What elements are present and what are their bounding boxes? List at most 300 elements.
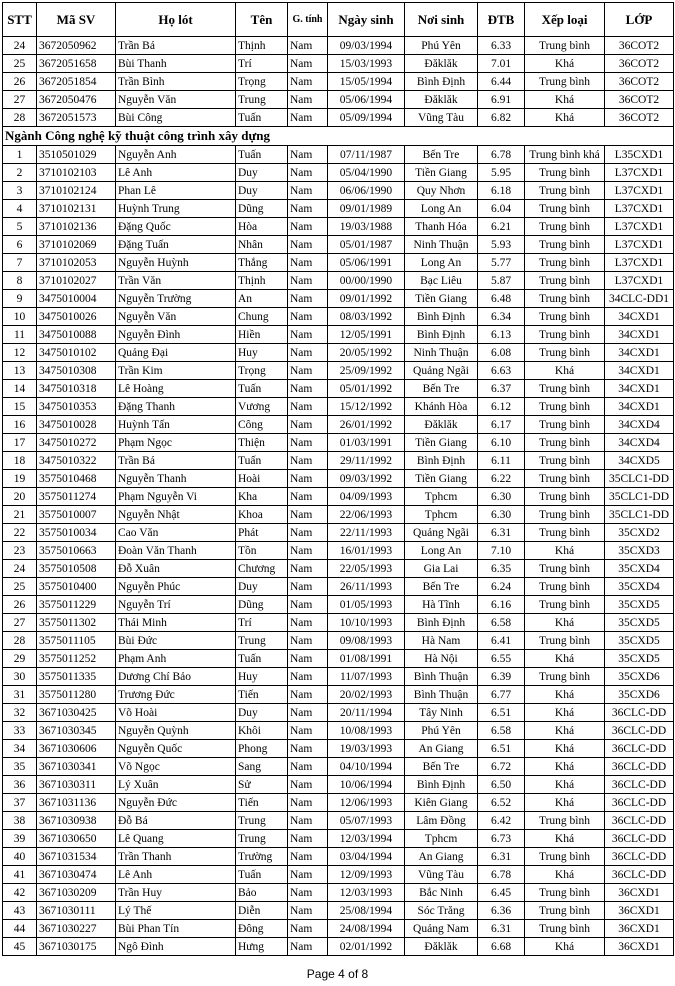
cell-class: 36COT2 bbox=[605, 109, 674, 127]
table-row bbox=[3, 902, 674, 920]
cell-birth-date: 15/12/1992 bbox=[328, 398, 405, 416]
cell-given-name: Diễn bbox=[236, 902, 288, 920]
cell-surname: Huỳnh Trung bbox=[116, 200, 236, 218]
cell-class: L37CXD1 bbox=[605, 164, 674, 182]
cell-given-name: Thịnh bbox=[236, 272, 288, 290]
cell-student-id: 3671030606 bbox=[37, 740, 116, 758]
cell-surname: Ngô Đình bbox=[116, 938, 236, 956]
cell-student-id: 3475010322 bbox=[37, 452, 116, 470]
cell-class: 36CLC-DD bbox=[605, 848, 674, 866]
cell-gender: Nam bbox=[288, 722, 328, 740]
cell-ranking: Trung bình bbox=[525, 812, 605, 830]
cell-gpa: 5.87 bbox=[478, 272, 525, 290]
cell-surname: Đặng Tuấn bbox=[116, 236, 236, 254]
table-row bbox=[3, 632, 674, 650]
cell-given-name: Trí bbox=[236, 55, 288, 73]
table-row bbox=[3, 470, 674, 488]
cell-given-name: Hoài bbox=[236, 470, 288, 488]
cell-gpa: 6.72 bbox=[478, 758, 525, 776]
cell-gpa: 6.39 bbox=[478, 668, 525, 686]
cell-birth-date: 15/03/1993 bbox=[328, 55, 405, 73]
table-row bbox=[3, 812, 674, 830]
cell-given-name: Trung bbox=[236, 632, 288, 650]
cell-stt: 26 bbox=[3, 73, 37, 91]
cell-gpa: 6.04 bbox=[478, 200, 525, 218]
cell-surname: Đặng Quốc bbox=[116, 218, 236, 236]
cell-gpa: 6.24 bbox=[478, 578, 525, 596]
cell-surname: Lê Quang bbox=[116, 830, 236, 848]
cell-stt: 39 bbox=[3, 830, 37, 848]
cell-student-id: 3710102124 bbox=[37, 182, 116, 200]
cell-given-name: Tồn bbox=[236, 542, 288, 560]
cell-class: 34CXD4 bbox=[605, 416, 674, 434]
cell-stt: 27 bbox=[3, 91, 37, 109]
cell-given-name: Dũng bbox=[236, 596, 288, 614]
cell-ranking: Khá bbox=[525, 794, 605, 812]
cell-gpa: 6.22 bbox=[478, 470, 525, 488]
cell-class: 36CLC-DD bbox=[605, 758, 674, 776]
cell-ranking: Trung bình bbox=[525, 182, 605, 200]
cell-student-id: 3575011229 bbox=[37, 596, 116, 614]
cell-surname: Nguyễn Phúc bbox=[116, 578, 236, 596]
cell-gpa: 6.77 bbox=[478, 686, 525, 704]
cell-gpa: 6.34 bbox=[478, 308, 525, 326]
cell-given-name: Trọng bbox=[236, 362, 288, 380]
col-header-birth-date: Ngày sinh bbox=[328, 3, 405, 37]
cell-ranking: Trung bình bbox=[525, 218, 605, 236]
cell-surname: Phan Lê bbox=[116, 182, 236, 200]
cell-given-name: Trường bbox=[236, 848, 288, 866]
cell-gender: Nam bbox=[288, 794, 328, 812]
cell-ranking: Trung bình bbox=[525, 416, 605, 434]
cell-student-id: 3475010028 bbox=[37, 416, 116, 434]
cell-gpa: 6.55 bbox=[478, 650, 525, 668]
cell-birth-place: Quảng Ngãi bbox=[405, 524, 478, 542]
table-row bbox=[3, 830, 674, 848]
table-row bbox=[3, 650, 674, 668]
cell-student-id: 3671030341 bbox=[37, 758, 116, 776]
cell-birth-place: Khánh Hòa bbox=[405, 398, 478, 416]
cell-ranking: Khá bbox=[525, 830, 605, 848]
cell-birth-place: Hà Nam bbox=[405, 632, 478, 650]
cell-ranking: Trung bình bbox=[525, 632, 605, 650]
cell-birth-date: 24/08/1994 bbox=[328, 920, 405, 938]
cell-birth-date: 02/01/1992 bbox=[328, 938, 405, 956]
table-row bbox=[3, 704, 674, 722]
cell-given-name: Thắng bbox=[236, 254, 288, 272]
cell-ranking: Khá bbox=[525, 866, 605, 884]
cell-stt: 16 bbox=[3, 416, 37, 434]
cell-given-name: Hòa bbox=[236, 218, 288, 236]
cell-surname: Bùi Đức bbox=[116, 632, 236, 650]
cell-class: 35CXD2 bbox=[605, 524, 674, 542]
cell-class: L37CXD1 bbox=[605, 218, 674, 236]
cell-birth-date: 03/04/1994 bbox=[328, 848, 405, 866]
cell-class: 34CXD1 bbox=[605, 308, 674, 326]
cell-stt: 26 bbox=[3, 596, 37, 614]
cell-gpa: 6.68 bbox=[478, 938, 525, 956]
cell-gpa: 6.78 bbox=[478, 146, 525, 164]
cell-ranking: Khá bbox=[525, 686, 605, 704]
cell-ranking: Trung bình bbox=[525, 902, 605, 920]
cell-birth-date: 15/05/1994 bbox=[328, 73, 405, 91]
cell-gender: Nam bbox=[288, 344, 328, 362]
cell-birth-place: Quảng Nam bbox=[405, 920, 478, 938]
cell-student-id: 3475010026 bbox=[37, 308, 116, 326]
cell-class: 34CXD4 bbox=[605, 434, 674, 452]
cell-birth-place: Bạc Liêu bbox=[405, 272, 478, 290]
cell-birth-date: 19/03/1993 bbox=[328, 740, 405, 758]
cell-birth-place: Đăklăk bbox=[405, 938, 478, 956]
cell-surname: Nguyễn Quốc bbox=[116, 740, 236, 758]
cell-ranking: Trung bình khá bbox=[525, 146, 605, 164]
cell-gender: Nam bbox=[288, 272, 328, 290]
cell-given-name: Tuấn bbox=[236, 866, 288, 884]
cell-class: 35CLC1-DD bbox=[605, 470, 674, 488]
cell-student-id: 3575011302 bbox=[37, 614, 116, 632]
cell-given-name: Chương bbox=[236, 560, 288, 578]
cell-gpa: 6.63 bbox=[478, 362, 525, 380]
cell-student-id: 3671030175 bbox=[37, 938, 116, 956]
cell-birth-date: 16/01/1993 bbox=[328, 542, 405, 560]
table-row bbox=[3, 758, 674, 776]
cell-birth-place: An Giang bbox=[405, 848, 478, 866]
cell-birth-date: 09/01/1989 bbox=[328, 200, 405, 218]
cell-given-name: Tuấn bbox=[236, 650, 288, 668]
cell-gpa: 6.13 bbox=[478, 326, 525, 344]
table-row bbox=[3, 290, 674, 308]
table-row bbox=[3, 848, 674, 866]
cell-class: 35CXD4 bbox=[605, 560, 674, 578]
cell-birth-date: 09/03/1992 bbox=[328, 470, 405, 488]
cell-given-name: Duy bbox=[236, 578, 288, 596]
cell-given-name: Khôi bbox=[236, 722, 288, 740]
cell-surname: Đỗ Bá bbox=[116, 812, 236, 830]
cell-student-id: 3575011280 bbox=[37, 686, 116, 704]
cell-class: 34CXD5 bbox=[605, 452, 674, 470]
table-row bbox=[3, 272, 674, 290]
cell-class: 34CLC-DD1 bbox=[605, 290, 674, 308]
cell-gpa: 6.82 bbox=[478, 109, 525, 127]
cell-stt: 19 bbox=[3, 470, 37, 488]
cell-given-name: Hưng bbox=[236, 938, 288, 956]
cell-birth-date: 12/06/1993 bbox=[328, 794, 405, 812]
cell-birth-place: Hà Tĩnh bbox=[405, 596, 478, 614]
cell-stt: 42 bbox=[3, 884, 37, 902]
cell-given-name: Phát bbox=[236, 524, 288, 542]
cell-given-name: Thịnh bbox=[236, 37, 288, 55]
cell-stt: 45 bbox=[3, 938, 37, 956]
cell-class: 35CXD5 bbox=[605, 650, 674, 668]
cell-surname: Nguyễn Trí bbox=[116, 596, 236, 614]
cell-given-name: Vương bbox=[236, 398, 288, 416]
cell-given-name: Trọng bbox=[236, 73, 288, 91]
cell-given-name: Bảo bbox=[236, 884, 288, 902]
table-row bbox=[3, 668, 674, 686]
cell-gender: Nam bbox=[288, 37, 328, 55]
cell-birth-date: 12/05/1991 bbox=[328, 326, 405, 344]
cell-birth-place: Gia Lai bbox=[405, 560, 478, 578]
cell-birth-date: 25/09/1992 bbox=[328, 362, 405, 380]
cell-birth-place: An Giang bbox=[405, 740, 478, 758]
cell-gpa: 6.52 bbox=[478, 794, 525, 812]
cell-stt: 6 bbox=[3, 236, 37, 254]
table-row bbox=[3, 452, 674, 470]
cell-surname: Võ Ngọc bbox=[116, 758, 236, 776]
cell-surname: Trần Bình bbox=[116, 73, 236, 91]
cell-given-name: Sử bbox=[236, 776, 288, 794]
cell-surname: Nguyễn Anh bbox=[116, 146, 236, 164]
cell-ranking: Trung bình bbox=[525, 452, 605, 470]
cell-gender: Nam bbox=[288, 686, 328, 704]
cell-stt: 1 bbox=[3, 146, 37, 164]
cell-stt: 12 bbox=[3, 344, 37, 362]
cell-student-id: 3710102131 bbox=[37, 200, 116, 218]
cell-gpa: 6.36 bbox=[478, 902, 525, 920]
cell-gender: Nam bbox=[288, 55, 328, 73]
cell-gender: Nam bbox=[288, 884, 328, 902]
cell-ranking: Trung bình bbox=[525, 668, 605, 686]
cell-ranking: Khá bbox=[525, 91, 605, 109]
cell-student-id: 3671031136 bbox=[37, 794, 116, 812]
cell-student-id: 3671030345 bbox=[37, 722, 116, 740]
cell-class: 35CLC1-DD bbox=[605, 506, 674, 524]
cell-stt: 28 bbox=[3, 109, 37, 127]
cell-birth-place: Tiền Giang bbox=[405, 164, 478, 182]
cell-gender: Nam bbox=[288, 848, 328, 866]
table-row bbox=[3, 560, 674, 578]
cell-class: 36CXD1 bbox=[605, 938, 674, 956]
section-body bbox=[3, 127, 674, 146]
cell-student-id: 3672051573 bbox=[37, 109, 116, 127]
table-row bbox=[3, 398, 674, 416]
cell-gpa: 6.31 bbox=[478, 920, 525, 938]
page-footer: Page 4 of 8 bbox=[306, 967, 369, 981]
cell-stt: 28 bbox=[3, 632, 37, 650]
cell-class: 36COT2 bbox=[605, 55, 674, 73]
cell-ranking: Khá bbox=[525, 704, 605, 722]
cell-given-name: An bbox=[236, 290, 288, 308]
cell-gender: Nam bbox=[288, 434, 328, 452]
cell-gender: Nam bbox=[288, 758, 328, 776]
cell-student-id: 3475010272 bbox=[37, 434, 116, 452]
cell-birth-date: 01/08/1991 bbox=[328, 650, 405, 668]
table-row bbox=[3, 416, 674, 434]
cell-birth-date: 20/02/1993 bbox=[328, 686, 405, 704]
cell-birth-date: 12/03/1993 bbox=[328, 884, 405, 902]
col-header-surname: Họ lót bbox=[116, 3, 236, 37]
cell-surname: Bùi Công bbox=[116, 109, 236, 127]
cell-student-id: 3672050962 bbox=[37, 37, 116, 55]
cell-surname: Trần Huy bbox=[116, 884, 236, 902]
cell-birth-place: Bắc Ninh bbox=[405, 884, 478, 902]
cell-birth-place: Tây Ninh bbox=[405, 704, 478, 722]
cell-given-name: Dũng bbox=[236, 200, 288, 218]
cell-ranking: Trung bình bbox=[525, 560, 605, 578]
cell-gpa: 5.93 bbox=[478, 236, 525, 254]
cell-ranking: Trung bình bbox=[525, 488, 605, 506]
cell-surname: Bùi Phan Tín bbox=[116, 920, 236, 938]
cell-student-id: 3710102136 bbox=[37, 218, 116, 236]
cell-gender: Nam bbox=[288, 776, 328, 794]
cell-ranking: Trung bình bbox=[525, 920, 605, 938]
cell-birth-place: Quy Nhơn bbox=[405, 182, 478, 200]
cell-given-name: Trí bbox=[236, 614, 288, 632]
cell-given-name: Thiện bbox=[236, 434, 288, 452]
table-row bbox=[3, 362, 674, 380]
cell-class: 36CLC-DD bbox=[605, 722, 674, 740]
table-row bbox=[3, 182, 674, 200]
cell-gpa: 6.21 bbox=[478, 218, 525, 236]
cell-given-name: Trung bbox=[236, 812, 288, 830]
cell-gender: Nam bbox=[288, 920, 328, 938]
cell-birth-date: 12/03/1994 bbox=[328, 830, 405, 848]
cell-given-name: Duy bbox=[236, 182, 288, 200]
cell-birth-place: Tphcm bbox=[405, 506, 478, 524]
cell-surname: Phạm Anh bbox=[116, 650, 236, 668]
cell-class: 36CLC-DD bbox=[605, 776, 674, 794]
cell-ranking: Khá bbox=[525, 758, 605, 776]
table-row bbox=[3, 91, 674, 109]
cell-given-name: Sang bbox=[236, 758, 288, 776]
cell-gender: Nam bbox=[288, 488, 328, 506]
cell-gender: Nam bbox=[288, 236, 328, 254]
cell-birth-place: Bến Tre bbox=[405, 758, 478, 776]
cell-student-id: 3671030474 bbox=[37, 866, 116, 884]
cell-stt: 29 bbox=[3, 650, 37, 668]
cell-class: 34CXD1 bbox=[605, 326, 674, 344]
cell-birth-date: 05/07/1993 bbox=[328, 812, 405, 830]
cell-gender: Nam bbox=[288, 650, 328, 668]
cell-ranking: Trung bình bbox=[525, 308, 605, 326]
cell-class: 35CXD6 bbox=[605, 668, 674, 686]
cell-surname: Võ Hoài bbox=[116, 704, 236, 722]
cell-birth-place: Sóc Trăng bbox=[405, 902, 478, 920]
table-row bbox=[3, 37, 674, 55]
cell-stt: 11 bbox=[3, 326, 37, 344]
cell-birth-place: Bến Tre bbox=[405, 146, 478, 164]
cell-ranking: Trung bình bbox=[525, 470, 605, 488]
cell-given-name: Duy bbox=[236, 164, 288, 182]
cell-gender: Nam bbox=[288, 398, 328, 416]
cell-student-id: 3710102069 bbox=[37, 236, 116, 254]
cell-stt: 31 bbox=[3, 686, 37, 704]
cell-surname: Lý Xuân bbox=[116, 776, 236, 794]
cell-surname: Nguyễn Văn bbox=[116, 91, 236, 109]
cell-ranking: Trung bình bbox=[525, 884, 605, 902]
cell-gpa: 6.17 bbox=[478, 416, 525, 434]
cell-class: 36CXD1 bbox=[605, 884, 674, 902]
cell-student-id: 3575010034 bbox=[37, 524, 116, 542]
cell-birth-place: Bình Định bbox=[405, 308, 478, 326]
cell-ranking: Trung bình bbox=[525, 596, 605, 614]
cell-birth-date: 05/04/1990 bbox=[328, 164, 405, 182]
cell-stt: 4 bbox=[3, 200, 37, 218]
cell-student-id: 3575010468 bbox=[37, 470, 116, 488]
cell-stt: 37 bbox=[3, 794, 37, 812]
cell-birth-date: 10/06/1994 bbox=[328, 776, 405, 794]
cell-birth-place: Phú Yên bbox=[405, 37, 478, 55]
table-row bbox=[3, 938, 674, 956]
cell-student-id: 3671030311 bbox=[37, 776, 116, 794]
cell-student-id: 3671030227 bbox=[37, 920, 116, 938]
cell-class: L37CXD1 bbox=[605, 272, 674, 290]
cell-gender: Nam bbox=[288, 704, 328, 722]
cell-ranking: Trung bình bbox=[525, 398, 605, 416]
cell-stt: 10 bbox=[3, 308, 37, 326]
cell-stt: 7 bbox=[3, 254, 37, 272]
cell-given-name: Tiến bbox=[236, 794, 288, 812]
col-header-student-id: Mã SV bbox=[37, 3, 116, 37]
table-row bbox=[3, 55, 674, 73]
cell-given-name: Phong bbox=[236, 740, 288, 758]
cell-gpa: 6.51 bbox=[478, 740, 525, 758]
cell-stt: 38 bbox=[3, 812, 37, 830]
table-row bbox=[3, 740, 674, 758]
table-row bbox=[3, 686, 674, 704]
cell-student-id: 3671030209 bbox=[37, 884, 116, 902]
cell-given-name: Tuấn bbox=[236, 380, 288, 398]
cell-student-id: 3475010353 bbox=[37, 398, 116, 416]
cell-given-name: Tuấn bbox=[236, 109, 288, 127]
table-row bbox=[3, 308, 674, 326]
cell-class: 36CLC-DD bbox=[605, 740, 674, 758]
cell-surname: Nguyễn Đình bbox=[116, 326, 236, 344]
cell-class: L37CXD1 bbox=[605, 236, 674, 254]
cell-surname: Phạm Nguyễn Vi bbox=[116, 488, 236, 506]
table-body-top bbox=[3, 37, 674, 127]
cell-birth-date: 05/09/1994 bbox=[328, 109, 405, 127]
section-title: Ngành Công nghệ kỹ thuật công trình xây dựng bbox=[3, 127, 674, 146]
cell-gpa: 6.10 bbox=[478, 434, 525, 452]
cell-gpa: 6.58 bbox=[478, 614, 525, 632]
cell-class: 36COT2 bbox=[605, 73, 674, 91]
cell-class: 36CLC-DD bbox=[605, 866, 674, 884]
cell-ranking: Khá bbox=[525, 55, 605, 73]
cell-stt: 17 bbox=[3, 434, 37, 452]
cell-ranking: Trung bình bbox=[525, 578, 605, 596]
cell-gender: Nam bbox=[288, 866, 328, 884]
cell-birth-place: Bình Định bbox=[405, 452, 478, 470]
cell-gpa: 6.44 bbox=[478, 73, 525, 91]
cell-birth-place: Đăklăk bbox=[405, 416, 478, 434]
cell-student-id: 3510501029 bbox=[37, 146, 116, 164]
cell-birth-place: Vũng Tàu bbox=[405, 866, 478, 884]
cell-birth-place: Vũng Tàu bbox=[405, 109, 478, 127]
cell-surname: Thái Minh bbox=[116, 614, 236, 632]
cell-gender: Nam bbox=[288, 830, 328, 848]
cell-gpa: 6.30 bbox=[478, 506, 525, 524]
cell-gender: Nam bbox=[288, 470, 328, 488]
cell-ranking: Khá bbox=[525, 109, 605, 127]
cell-birth-date: 26/11/1993 bbox=[328, 578, 405, 596]
cell-ranking: Trung bình bbox=[525, 848, 605, 866]
cell-birth-date: 04/09/1993 bbox=[328, 488, 405, 506]
cell-class: 34CXD1 bbox=[605, 398, 674, 416]
cell-gpa: 6.50 bbox=[478, 776, 525, 794]
cell-student-id: 3671031534 bbox=[37, 848, 116, 866]
cell-ranking: Trung bình bbox=[525, 506, 605, 524]
cell-stt: 8 bbox=[3, 272, 37, 290]
cell-gpa: 6.78 bbox=[478, 866, 525, 884]
cell-gender: Nam bbox=[288, 668, 328, 686]
cell-gender: Nam bbox=[288, 200, 328, 218]
cell-birth-date: 05/06/1994 bbox=[328, 91, 405, 109]
cell-ranking: Khá bbox=[525, 722, 605, 740]
cell-surname: Nguyễn Thanh bbox=[116, 470, 236, 488]
cell-birth-date: 05/06/1991 bbox=[328, 254, 405, 272]
cell-stt: 14 bbox=[3, 380, 37, 398]
